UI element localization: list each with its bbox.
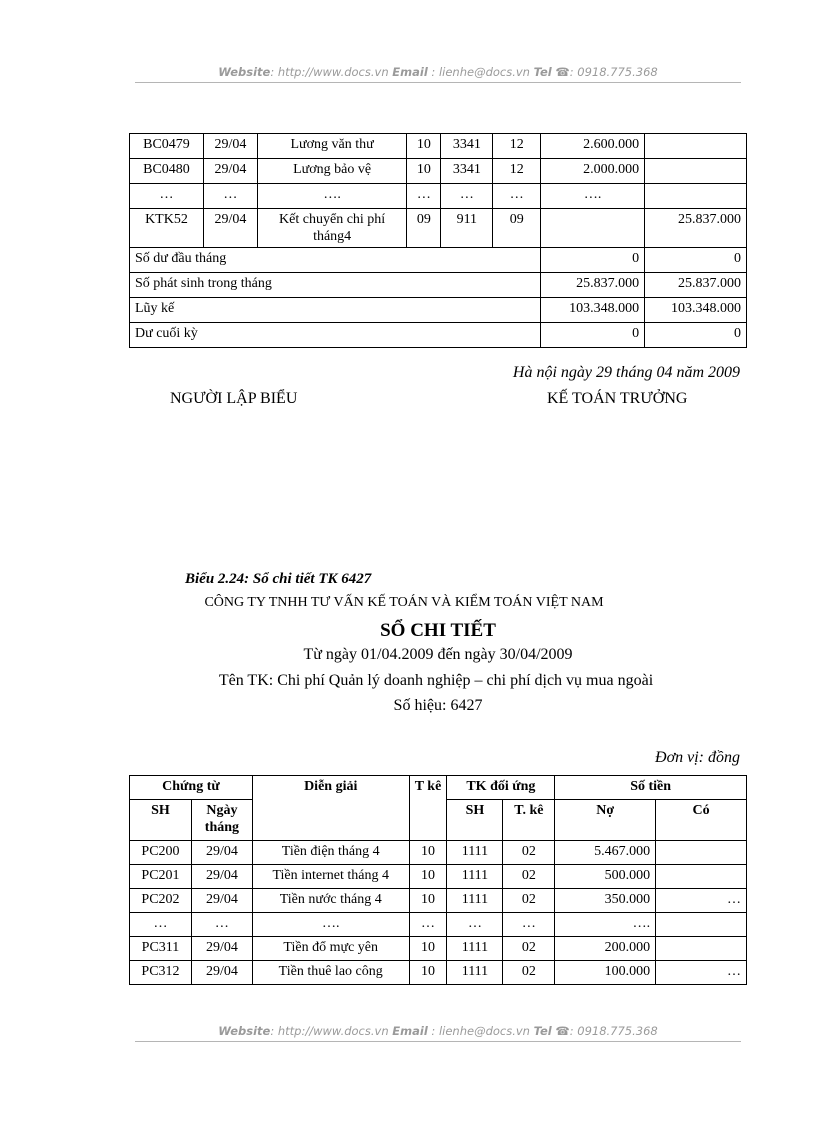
cell-desc: Tiền nước tháng 4 [252, 889, 409, 913]
table-row [130, 184, 747, 209]
email-label: Email [392, 65, 428, 79]
header-ngay-thang: Ngày tháng [191, 800, 252, 841]
page-title: SỔ CHI TIẾT [380, 620, 496, 641]
cell-date: … [191, 913, 252, 937]
summary-row [130, 273, 747, 298]
table-header-row [130, 776, 747, 800]
header-so-tien: Số tiền [555, 776, 747, 800]
cell-date: 29/04 [191, 841, 252, 865]
cell-acc: 1111 [447, 865, 503, 889]
summary-credit: 0 [645, 323, 747, 348]
cell-acc: 3341 [441, 159, 493, 184]
summary-label: Số dư đầu tháng [130, 248, 541, 273]
cell-tke2: 02 [503, 937, 555, 961]
website-label: Website [218, 1024, 271, 1038]
cell-debit: 100.000 [555, 961, 656, 985]
ledger-table-1 [129, 133, 747, 348]
website-text: : http://www.docs.vn [270, 65, 393, 79]
cell-debit: 200.000 [555, 937, 656, 961]
cell-tke: 10 [409, 889, 447, 913]
summary-debit: 0 [541, 323, 645, 348]
cell-date: … [203, 184, 257, 209]
page-header [135, 65, 741, 79]
cell-desc: Lương bảo vệ [257, 159, 407, 184]
cell-tke: 10 [409, 937, 447, 961]
cell-acc: … [447, 913, 503, 937]
table-row [130, 209, 747, 248]
account-name: Tên TK: Chi phí Quản lý doanh nghiệp – chi phí dịch vụ mua ngoài [218, 672, 654, 689]
header-sh: SH [130, 800, 192, 841]
table-row [130, 937, 747, 961]
cell-desc: Tiền đổ mực yên [252, 937, 409, 961]
cell-sh: BC0479 [130, 134, 204, 159]
cell-credit [656, 841, 747, 865]
header-t-ke: T kê [409, 776, 447, 841]
email-text: : lienhe@docs.vn [427, 65, 534, 79]
header-divider [135, 82, 741, 83]
header-sh2: SH [447, 800, 503, 841]
cell-tke2: 02 [503, 841, 555, 865]
cell-sh: PC201 [130, 865, 192, 889]
table-row [130, 134, 747, 159]
cell-tke: 10 [409, 961, 447, 985]
tel-text: : 0918.775.368 [569, 1024, 658, 1038]
account-code: Số hiệu: 6427 [393, 697, 483, 714]
table-row [130, 841, 747, 865]
cell-sh: PC311 [130, 937, 192, 961]
cell-tke2: … [503, 913, 555, 937]
cell-desc: Lương văn thư [257, 134, 407, 159]
tel-text: : 0918.775.368 [569, 65, 658, 79]
cell-tke2: 12 [493, 134, 541, 159]
period-line: Từ ngày 01/04.2009 đến ngày 30/04/2009 [303, 646, 573, 663]
cell-desc: Tiền thuê lao công [252, 961, 409, 985]
header-dien-giai: Diễn giải [252, 776, 409, 841]
cell-date: 29/04 [191, 865, 252, 889]
cell-sh: PC200 [130, 841, 192, 865]
summary-row [130, 248, 747, 273]
summary-label: Dư cuối kỳ [130, 323, 541, 348]
summary-label: Số phát sinh trong tháng [130, 273, 541, 298]
cell-desc: Tiền internet tháng 4 [252, 865, 409, 889]
cell-sh: PC202 [130, 889, 192, 913]
cell-desc: …. [257, 184, 407, 209]
signature-preparer: NGƯỜI LẬP BIỂU [170, 390, 298, 407]
form-caption: Biểu 2.24: Sổ chi tiết TK 6427 [185, 571, 372, 587]
summary-credit: 0 [645, 248, 747, 273]
summary-debit: 103.348.000 [541, 298, 645, 323]
cell-debit: …. [541, 184, 645, 209]
cell-credit: … [656, 961, 747, 985]
cell-sh: BC0480 [130, 159, 204, 184]
signature-chief-accountant: KẾ TOÁN TRƯỞNG [547, 390, 688, 407]
signature-date: Hà nội ngày 29 tháng 04 năm 2009 [512, 364, 740, 381]
website-text: : http://www.docs.vn [270, 1024, 393, 1038]
phone-icon: ☎ [555, 1024, 570, 1038]
cell-debit: 350.000 [555, 889, 656, 913]
cell-credit [656, 937, 747, 961]
cell-tke2: … [493, 184, 541, 209]
header-co: Có [656, 800, 747, 841]
cell-tke: 09 [407, 209, 441, 248]
cell-debit: 500.000 [555, 865, 656, 889]
cell-date: 29/04 [191, 961, 252, 985]
table-row [130, 961, 747, 985]
header-chung-tu: Chứng từ [130, 776, 253, 800]
cell-sh: … [130, 913, 192, 937]
cell-desc: Tiền điện tháng 4 [252, 841, 409, 865]
cell-sh: PC312 [130, 961, 192, 985]
summary-label: Lũy kế [130, 298, 541, 323]
website-label: Website [218, 65, 271, 79]
tel-label: Tel [533, 65, 552, 79]
cell-credit: … [656, 889, 747, 913]
cell-credit [645, 159, 747, 184]
cell-debit: …. [555, 913, 656, 937]
header-t-ke2: T. kê [503, 800, 555, 841]
cell-acc: 1111 [447, 841, 503, 865]
cell-tke: … [409, 913, 447, 937]
footer-divider [135, 1041, 741, 1042]
cell-tke: … [407, 184, 441, 209]
table-row [130, 159, 747, 184]
cell-date: 29/04 [203, 209, 257, 248]
cell-acc: 911 [441, 209, 493, 248]
cell-credit [645, 134, 747, 159]
cell-desc: Kết chuyển chi phí tháng4 [257, 209, 407, 248]
header-tk-doi-ung: TK đối ứng [447, 776, 555, 800]
cell-tke: 10 [409, 841, 447, 865]
table-row [130, 913, 747, 937]
table-row [130, 889, 747, 913]
cell-acc: 1111 [447, 937, 503, 961]
unit-label: Đơn vị: đồng [655, 749, 740, 766]
summary-credit: 103.348.000 [645, 298, 747, 323]
cell-credit [645, 184, 747, 209]
cell-sh: KTK52 [130, 209, 204, 248]
cell-date: 29/04 [203, 159, 257, 184]
cell-tke: 10 [407, 134, 441, 159]
cell-acc: 1111 [447, 889, 503, 913]
cell-credit: 25.837.000 [645, 209, 747, 248]
cell-debit: 2.600.000 [541, 134, 645, 159]
email-text: : lienhe@docs.vn [427, 1024, 534, 1038]
table-row [130, 865, 747, 889]
cell-credit [656, 865, 747, 889]
summary-row [130, 298, 747, 323]
cell-tke2: 02 [503, 961, 555, 985]
cell-acc: … [441, 184, 493, 209]
phone-icon: ☎ [555, 65, 570, 79]
cell-debit: 5.467.000 [555, 841, 656, 865]
cell-tke2: 12 [493, 159, 541, 184]
cell-sh: … [130, 184, 204, 209]
cell-date: 29/04 [191, 937, 252, 961]
summary-debit: 25.837.000 [541, 273, 645, 298]
cell-tke2: 09 [493, 209, 541, 248]
summary-credit: 25.837.000 [645, 273, 747, 298]
header-no: Nợ [555, 800, 656, 841]
cell-tke: 10 [407, 159, 441, 184]
cell-date: 29/04 [191, 889, 252, 913]
cell-tke2: 02 [503, 865, 555, 889]
company-name: CÔNG TY TNHH TƯ VẤN KẾ TOÁN VÀ KIỂM TOÁN VIỆT NAM [204, 595, 604, 610]
cell-date: 29/04 [203, 134, 257, 159]
cell-tke: 10 [409, 865, 447, 889]
summary-row [130, 323, 747, 348]
email-label: Email [392, 1024, 428, 1038]
cell-debit [541, 209, 645, 248]
cell-tke2: 02 [503, 889, 555, 913]
ledger-table-2 [129, 775, 747, 985]
cell-acc: 3341 [441, 134, 493, 159]
page-footer [135, 1024, 741, 1038]
cell-acc: 1111 [447, 961, 503, 985]
cell-debit: 2.000.000 [541, 159, 645, 184]
tel-label: Tel [533, 1024, 552, 1038]
summary-debit: 0 [541, 248, 645, 273]
cell-desc: …. [252, 913, 409, 937]
cell-credit [656, 913, 747, 937]
